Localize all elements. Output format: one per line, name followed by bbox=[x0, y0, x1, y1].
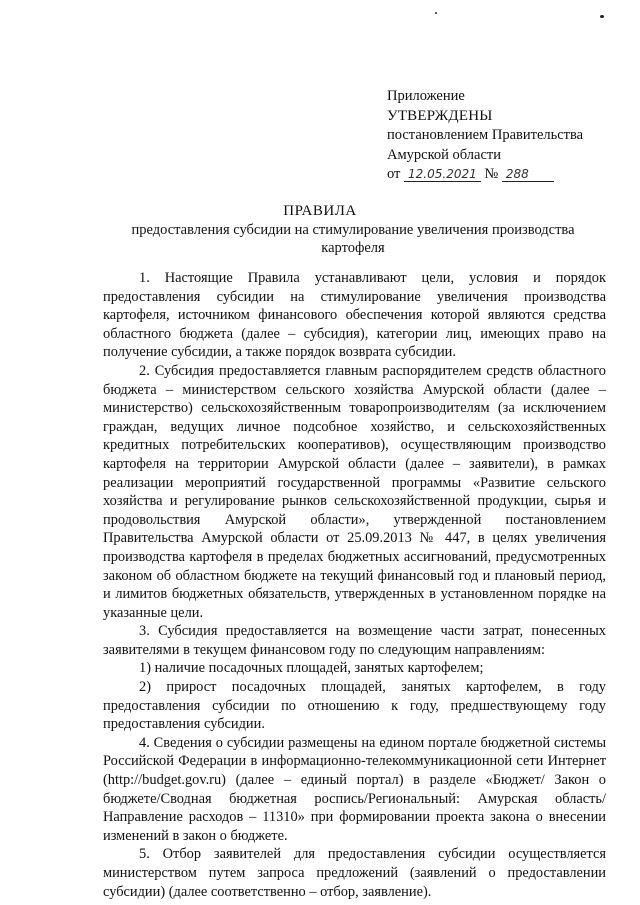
approval-approved-label: УТВЕРЖДЕНЫ bbox=[387, 107, 493, 124]
approval-annex-label: Приложение bbox=[387, 88, 465, 104]
approval-date-handwritten: 12.05.2021 bbox=[404, 167, 481, 182]
approval-date-prefix: от bbox=[387, 166, 401, 182]
paragraph-4: 4. Сведения о субсидии размещены на едином портале бюджетной системы Российской Федерации в информационно-телекоммуникационной сети Интернет (http://budget.gov.ru) (далее – единый портал) в разделе «Бюджет/ Закон о бюджете/Сводная бюджетная роспись/Региональный: Амурская область/ Направление расходов – 11310» при формировании проекта закона о внесении изменений в закон о бюджете. bbox=[103, 734, 606, 844]
document-subtitle: предоставления субсидии на стимулирование увеличения производства картофеля bbox=[131, 222, 575, 256]
paragraph-2: 2. Субсидия предоставляется главным распорядителем средств областного бюджета – министерством сельского хозяйства Амурской области (далее – министерство) сельскохозяйственным товаропроизводителям (за исключением граждан, ведущих личное подсобное хозяйство, и сельскохозяйственных кредитных потребительских кооперативов), осуществляющим производство картофеля на территории Амурской области (далее – заявители), в рамках реализации мероприятий государственной программы «Развитие сельского хозяйства и регулирование рынков сельскохозяйственной продукции, сырья и продовольствия Амурской области», утвержденной постановлением Правительства Амурской области от 25.09.2013 № 447, в целях увеличения производства картофеля в пределах бюджетных ассигнований, предусмотренных законом об областном бюджете на текущий финансовый год и плановый период, и лимитов бюджетных обязательств, утвержденных в установленном порядке на указанные цели. bbox=[103, 362, 606, 621]
paragraph-1: 1. Настоящие Правила устанавливают цели, условия и порядок предоставления субсидии на стимулирование увеличения производства картофеля, источником финансового обеспечения которой являются средства областного бюджета (далее – субсидия), категории лиц, имеющих право на получение субсидии, а также порядок возврата субсидии. bbox=[103, 270, 606, 361]
document-title: ПРАВИЛА bbox=[283, 203, 357, 219]
approval-date-line bbox=[387, 165, 583, 185]
approval-stamp bbox=[387, 87, 583, 185]
paragraph-3-item-1: 1) наличие посадочных площадей, занятых картофелем; bbox=[139, 660, 484, 677]
scan-speck bbox=[435, 12, 437, 14]
document-body bbox=[103, 269, 606, 901]
approval-region-label: Амурской области bbox=[387, 146, 501, 163]
scan-speck bbox=[600, 15, 604, 18]
approval-resolution-label: постановлением Правительства bbox=[387, 127, 584, 143]
paragraph-5: 5. Отбор заявителей для предоставления субсидии осуществляется министерством путем запроса предложений (заявлений о предоставлении субсидии) (далее соответственно – отбор, заявление). bbox=[103, 846, 606, 900]
approval-number-handwritten: 288 bbox=[502, 167, 554, 182]
paragraph-3-item-2: 2) прирост посадочных площадей, занятых картофелем, в году предоставления субсидии по отношению к году, предшествующему году предоставления субсидии. bbox=[103, 679, 606, 733]
paragraph-3: 3. Субсидия предоставляется на возмещение части затрат, понесенных заявителями в текущем финансовом году по следующим направлениям: bbox=[103, 623, 606, 658]
approval-number-sign: № bbox=[484, 166, 499, 182]
